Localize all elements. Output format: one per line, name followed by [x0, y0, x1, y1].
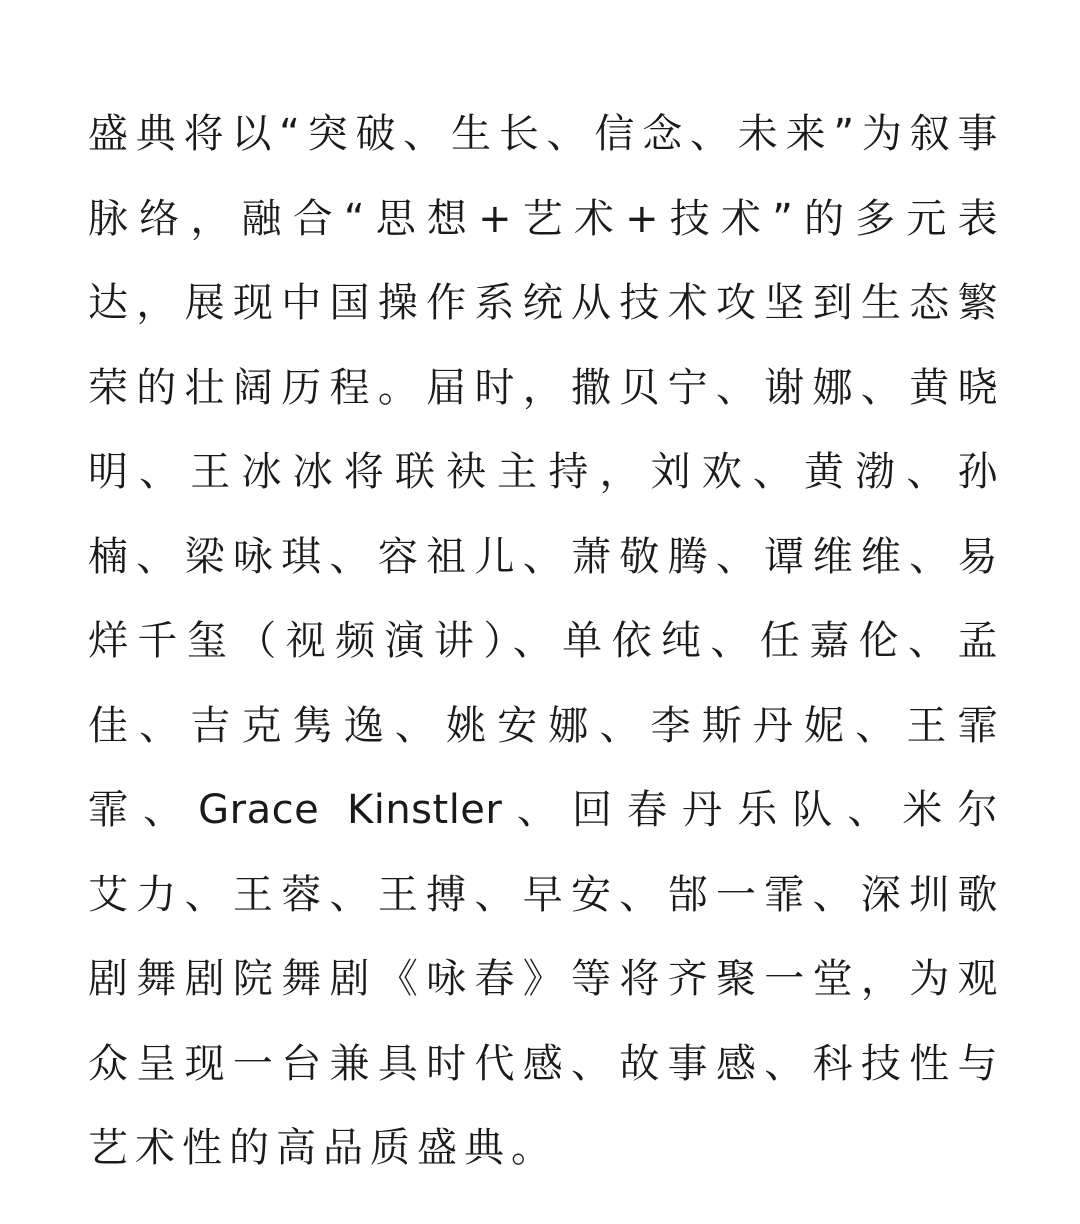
text-line: 明、王冰冰将联袂主持，刘欢、黄渤、孙 [88, 449, 998, 495]
text-line: 荣的壮阔历程。届时，撒贝宁、谢娜、黄晓 [88, 364, 998, 411]
text-line: 霏、Grace Kinstler、回春丹乐队、米尔 [88, 787, 998, 833]
text-line: 剧舞剧院舞剧《咏春》等将齐聚一堂，为观 [88, 956, 998, 1002]
text-line: 烊千玺（视频演讲）、单依纯、任嘉伦、孟 [88, 618, 998, 664]
text-line: 达，展现中国操作系统从技术攻坚到生态繁 [88, 280, 998, 326]
text-line: 艾力、王蓉、王搏、早安、郜一霏、深圳歌 [88, 871, 998, 918]
text-line: 艺术性的高品质盛典。 [88, 1125, 558, 1171]
text-line: 脉络，融合“思想+艺术+技术”的多元表 [88, 195, 998, 242]
article-body [88, 92, 998, 1191]
text-line: 佳、吉克隽逸、姚安娜、李斯丹妮、王霏 [88, 702, 998, 749]
text-line: 众呈现一台兼具时代感、故事感、科技性与 [88, 1040, 998, 1087]
text-line: 楠、梁咏琪、容祖儿、萧敬腾、谭维维、易 [88, 533, 998, 580]
text-line: 盛典将以“突破、生长、信念、未来”为叙事 [88, 111, 998, 157]
